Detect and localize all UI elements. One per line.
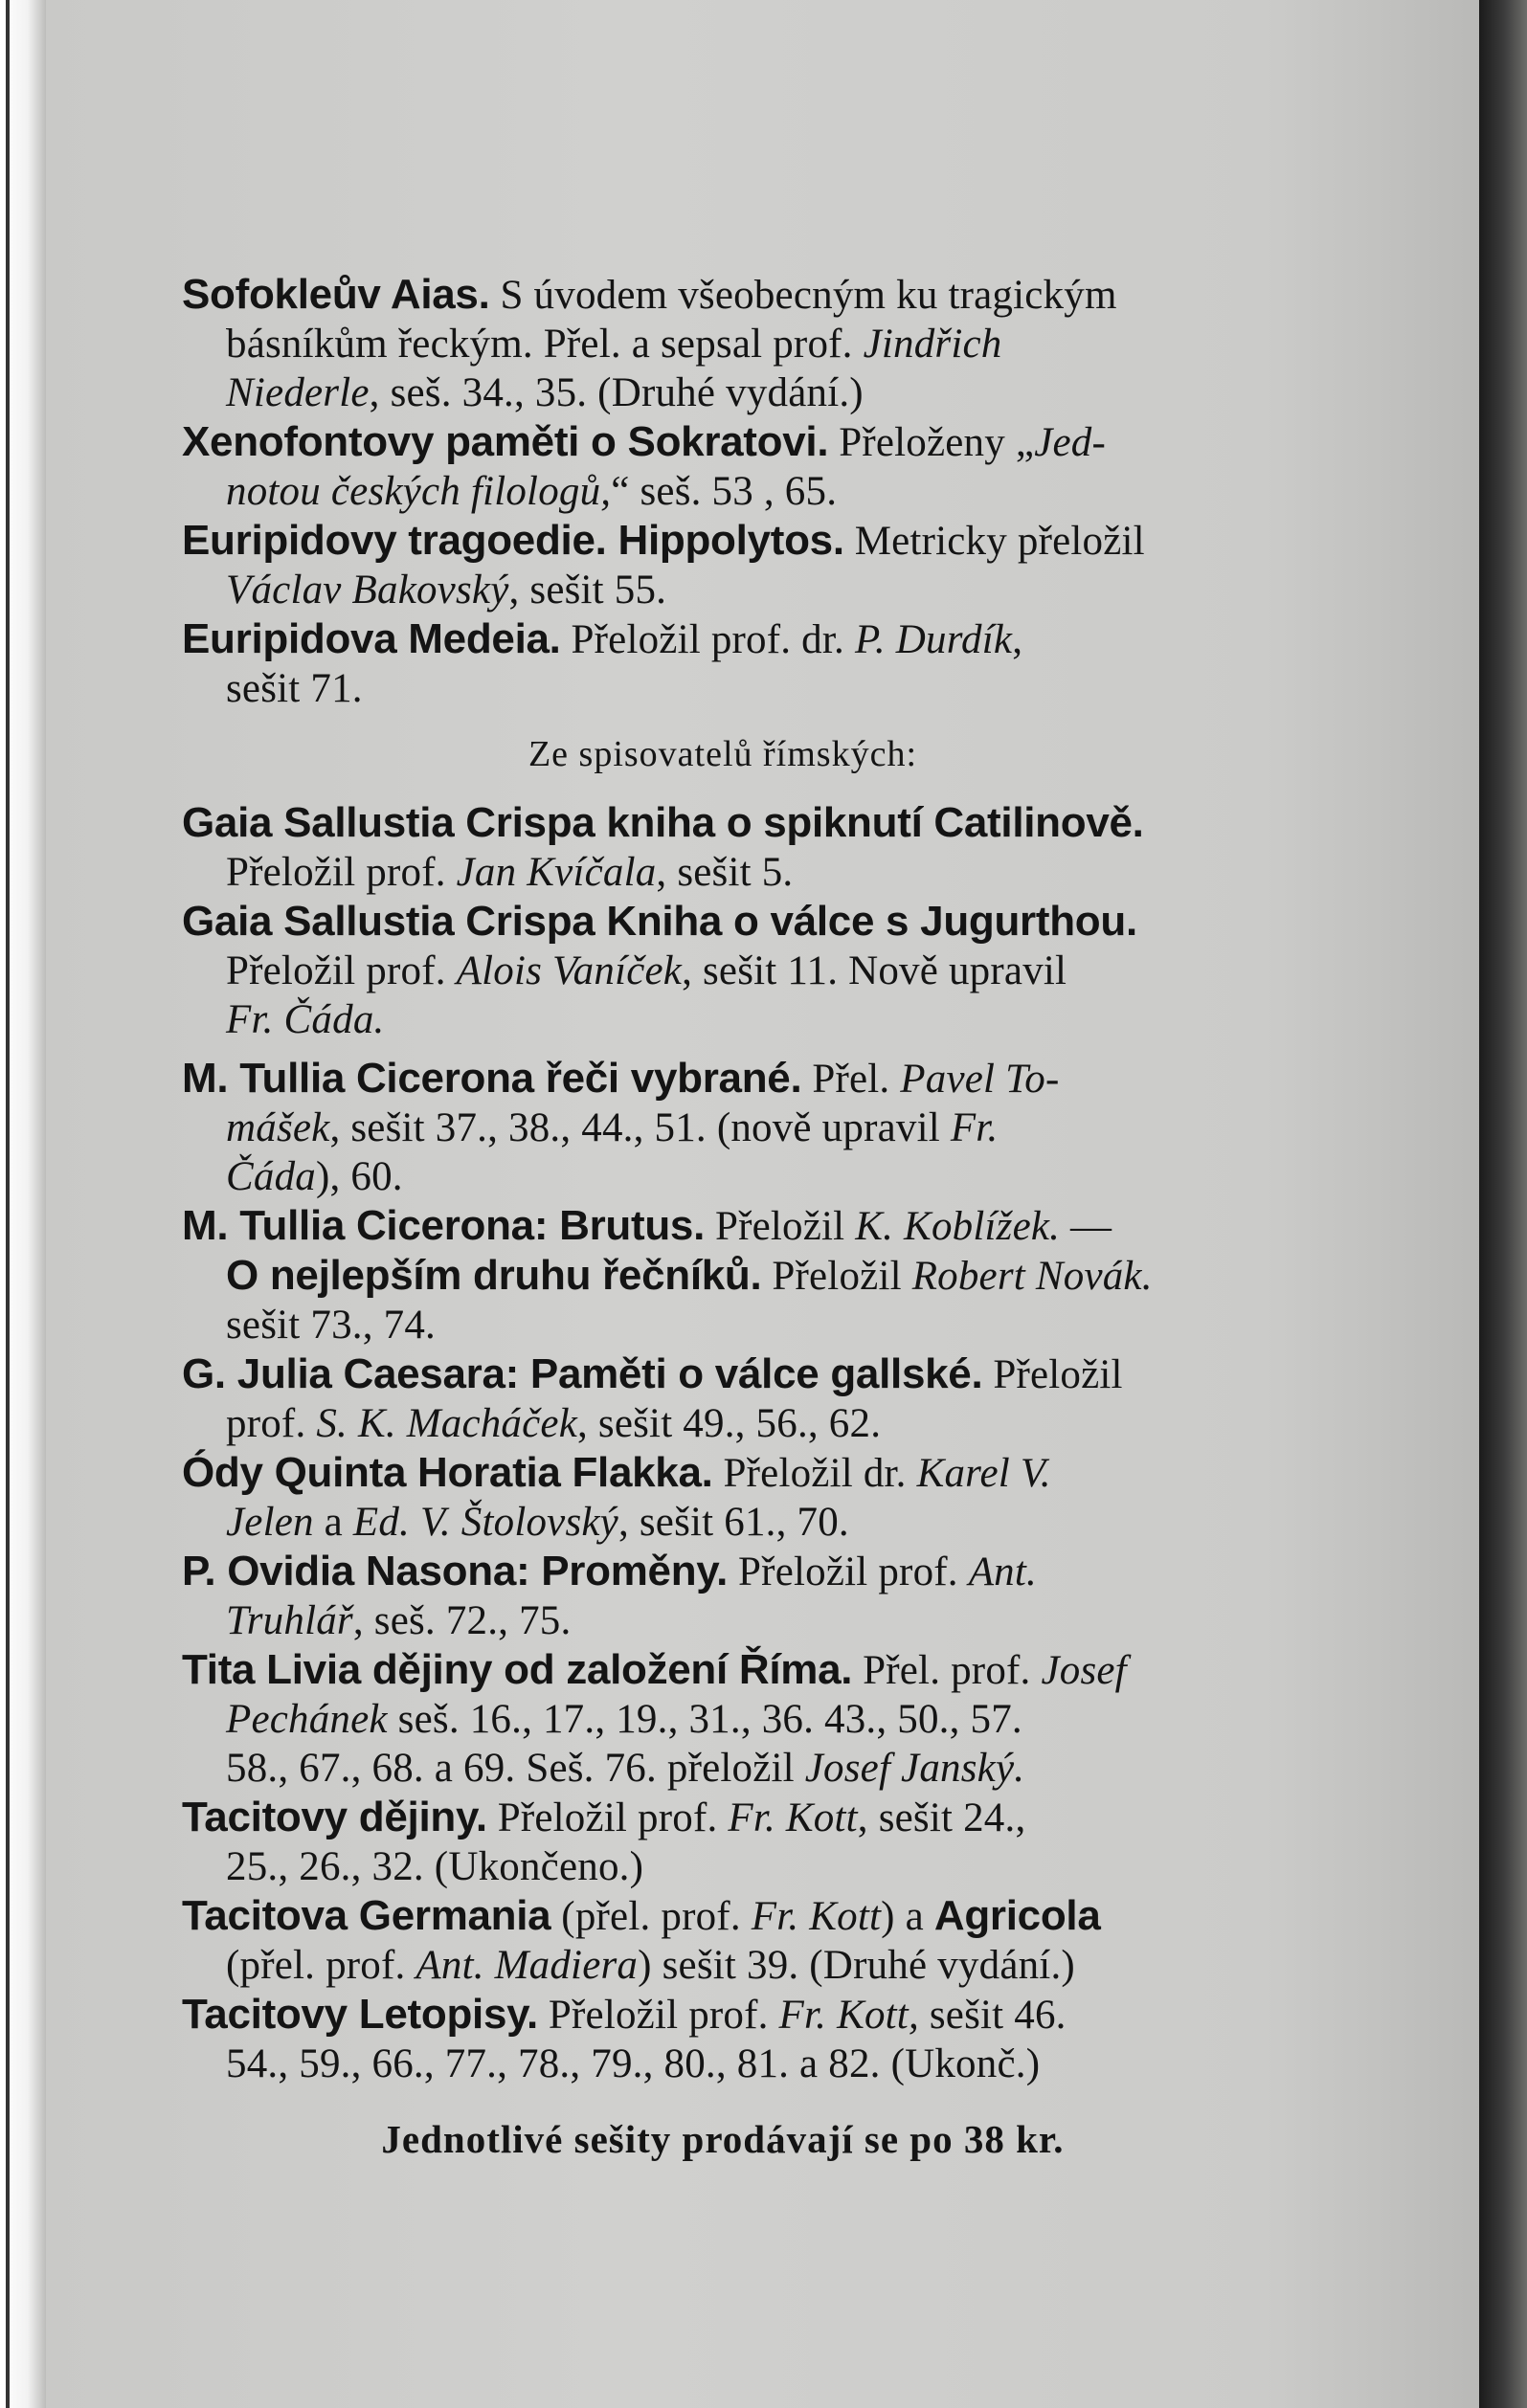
entry-line: [182, 1399, 1264, 1448]
entry-text: , sešit 55.: [508, 568, 667, 613]
translator-name: Fr. Čáda.: [226, 997, 385, 1042]
entry-line: [182, 1448, 1264, 1498]
entry-text: —: [1060, 1204, 1112, 1249]
roman-authors-list: [182, 798, 1264, 2088]
work-title: O nejlepším druhu řečníků.: [226, 1252, 762, 1299]
entry-line: [182, 1596, 1264, 1645]
entry-text: ) sešit 39. (Druhé vydání.): [638, 1943, 1075, 1988]
catalog-entry: [182, 614, 1264, 713]
entry-text: (přel. prof.: [226, 1943, 416, 1988]
entry-line: [182, 320, 1264, 368]
entry-line: [182, 1793, 1264, 1842]
catalog-entry: [182, 1645, 1264, 1793]
spacer: [182, 1044, 1264, 1054]
translator-name: Jelen: [226, 1500, 314, 1545]
work-title: Xenofontovy paměti o Sokratovi.: [182, 418, 829, 465]
entry-text: Přeložil: [761, 1254, 912, 1299]
entry-line: [182, 1645, 1264, 1695]
entry-text: Přeložil prof.: [537, 1993, 779, 2038]
entry-line: [182, 1349, 1264, 1399]
entry-text: Přeložil prof.: [226, 948, 457, 993]
entry-text: Přeložil dr.: [712, 1451, 917, 1496]
entry-line: [182, 1251, 1264, 1301]
translator-name: Niederle: [226, 370, 370, 415]
greek-authors-list: [182, 270, 1264, 713]
entry-line: [182, 516, 1264, 566]
page-right-shadow: [1479, 0, 1527, 2408]
entry-text: ) a: [881, 1894, 934, 1939]
entry-text: , sešit 24.,: [857, 1795, 1026, 1840]
entry-text: , sešit 5.: [656, 850, 794, 895]
entry-text: 54., 59., 66., 77., 78., 79., 80., 81. a 82. (Ukonč.): [226, 2041, 1041, 2086]
work-title: Sofokleův Aias.: [182, 271, 490, 318]
entry-line: [182, 1695, 1264, 1744]
section-heading: Ze spisovatelů římských:: [528, 734, 918, 774]
work-title: M. Tullia Cicerona: Brutus.: [182, 1202, 706, 1249]
entry-line: [182, 1498, 1264, 1547]
catalog-entry: [182, 1891, 1264, 1990]
translator-name: Jindřich: [863, 322, 1002, 367]
entry-line: [182, 1941, 1264, 1990]
entry-text: , seš. 72., 75.: [352, 1598, 572, 1643]
entry-line: [182, 995, 1264, 1044]
translator-name: P. Durdík: [854, 617, 1013, 662]
translator-name: K. Koblížek.: [855, 1204, 1061, 1249]
entry-line: [182, 566, 1264, 614]
entry-text: , seš. 34., 35. (Druhé vydání.): [369, 370, 864, 415]
entry-line: [182, 1152, 1264, 1201]
entry-line: [182, 947, 1264, 995]
entry-text: Přel. prof.: [852, 1648, 1042, 1693]
work-title: Euripidovy tragoedie. Hippolytos.: [182, 517, 844, 564]
page-left-margin: [0, 0, 46, 2408]
entry-line: [182, 2040, 1264, 2088]
work-title: Gaia Sallustia Crispa kniha o spiknutí Catilinově.: [182, 799, 1144, 846]
translator-name: mášek: [226, 1105, 330, 1150]
catalog-entry: [182, 1547, 1264, 1645]
translator-name: Čáda: [226, 1154, 316, 1199]
catalog-entry: [182, 1054, 1264, 1201]
entry-line: [182, 1104, 1264, 1152]
entry-text: Přel.: [801, 1057, 901, 1102]
entry-line: [182, 614, 1264, 664]
entry-line: [182, 664, 1264, 713]
translator-name: Robert Novák.: [911, 1254, 1153, 1299]
translator-name: Truhlář: [226, 1598, 353, 1643]
entry-text: prof.: [226, 1401, 317, 1446]
entry-line: [182, 1842, 1264, 1891]
entry-text: , sešit 49., 56., 62.: [577, 1401, 882, 1446]
catalog-entry: [182, 1201, 1264, 1349]
work-title: G. Julia Caesara: Paměti o válce gallské.: [182, 1350, 983, 1397]
entry-text: básníkům řeckým. Přel. a sepsal prof.: [226, 322, 864, 367]
entry-text: , sešit 11. Nově upravil: [682, 948, 1067, 993]
translator-name: Fr. Kott,: [778, 1993, 919, 2038]
entry-text: S úvodem všeobecným ku tragickým: [489, 273, 1117, 318]
catalog-entry: [182, 1990, 1264, 2088]
entry-line: [182, 467, 1264, 516]
entry-text: , sešit 61., 70.: [618, 1500, 849, 1545]
entry-text: Přeložil prof.: [728, 1550, 969, 1594]
entry-line: [182, 798, 1264, 848]
entry-text: Přeloženy „: [828, 420, 1035, 465]
entry-text: sešit 73., 74.: [226, 1303, 436, 1348]
translator-name: Jed-: [1034, 420, 1106, 465]
entry-line: [182, 270, 1264, 320]
translator-name: Fr. Kott: [728, 1795, 858, 1840]
translator-name: Ant. Madiera: [415, 1943, 639, 1988]
translator-name: Fr. Kott: [751, 1894, 882, 1939]
entry-text: Přeložil: [705, 1204, 856, 1249]
entry-text: Přeložil prof.: [226, 850, 457, 895]
entry-line: [182, 1744, 1264, 1793]
translator-name: Josef: [1041, 1648, 1127, 1693]
work-title: Tacitovy dějiny.: [182, 1794, 487, 1840]
translator-name: Václav Bakovský: [226, 568, 509, 613]
work-title: Euripidova Medeia.: [182, 615, 561, 662]
translator-name: Pavel To-: [900, 1057, 1060, 1102]
catalog-text: [182, 270, 1264, 2164]
work-title: Tacitovy Letopisy.: [182, 1991, 538, 2038]
entry-text: “ seš. 53 , 65.: [611, 469, 838, 514]
catalog-entry: [182, 1793, 1264, 1891]
price-note: Jednotlivé sešity prodávají se po 38 kr.: [381, 2117, 1065, 2161]
catalog-entry: [182, 798, 1264, 897]
entry-line: [182, 417, 1264, 467]
work-title: P. Ovidia Nasona: Proměny.: [182, 1548, 729, 1594]
translator-name: Jan Kvíčala: [456, 850, 657, 895]
translator-name: Alois Vaníček: [456, 948, 683, 993]
translator-name: Ant.: [968, 1550, 1037, 1594]
entry-text: (přel. prof.: [550, 1894, 752, 1939]
entry-text: Přeložil prof. dr.: [560, 617, 855, 662]
translator-name: notou českých filologů,: [226, 469, 612, 514]
entry-text: Metricky přeložil: [843, 519, 1145, 564]
translator-name: Ed. V. Štolovský: [352, 1500, 618, 1545]
catalog-entry: [182, 1349, 1264, 1448]
entry-text: Přeložil: [982, 1352, 1123, 1397]
work-title: M. Tullia Cicerona řeči vybrané.: [182, 1055, 802, 1102]
work-title: Gaia Sallustia Crispa Kniha o válce s Jugurthou.: [182, 898, 1137, 945]
entry-text: a: [313, 1500, 353, 1545]
work-title: Agricola: [933, 1892, 1101, 1939]
catalog-entry: [182, 1448, 1264, 1547]
entry-text: sešit 46.: [918, 1993, 1067, 2038]
entry-line: [182, 897, 1264, 947]
entry-text: seš. 16., 17., 19., 31., 36. 43., 50., 57.: [387, 1697, 1022, 1742]
catalog-entry: [182, 516, 1264, 614]
work-title: Ódy Quinta Horatia Flakka.: [182, 1449, 713, 1496]
entry-line: [182, 1891, 1264, 1941]
entry-text: , sešit 37., 38., 44., 51. (nově upravil: [329, 1105, 951, 1150]
catalog-entry: [182, 417, 1264, 516]
entry-line: [182, 1301, 1264, 1349]
translator-name: Josef Janský.: [804, 1746, 1025, 1791]
entry-text: Přeložil prof.: [486, 1795, 729, 1840]
entry-text: sešit 71.: [226, 666, 363, 711]
binding-rule: [6, 0, 10, 2408]
entry-text: ,: [1012, 617, 1023, 662]
entry-line: [182, 848, 1264, 897]
translator-name: Fr.: [950, 1105, 999, 1150]
entry-line: [182, 1990, 1264, 2040]
translator-name: S. K. Macháček: [316, 1401, 577, 1446]
translator-name: Karel V.: [916, 1451, 1051, 1496]
catalog-entry: [182, 270, 1264, 417]
work-title: Tacitova Germania: [182, 1892, 551, 1939]
entry-line: [182, 1201, 1264, 1251]
translator-name: Pechánek: [226, 1697, 388, 1742]
catalog-entry: [182, 897, 1264, 1054]
entry-line: [182, 1054, 1264, 1104]
entry-line: [182, 368, 1264, 417]
entry-line: [182, 1547, 1264, 1596]
work-title: Tita Livia dějiny od založení Říma.: [182, 1646, 853, 1693]
entry-text: 58., 67., 68. a 69. Seš. 76. přeložil: [226, 1746, 805, 1791]
entry-text: 25., 26., 32. (Ukončeno.): [226, 1844, 644, 1889]
entry-text: ), 60.: [315, 1154, 403, 1199]
